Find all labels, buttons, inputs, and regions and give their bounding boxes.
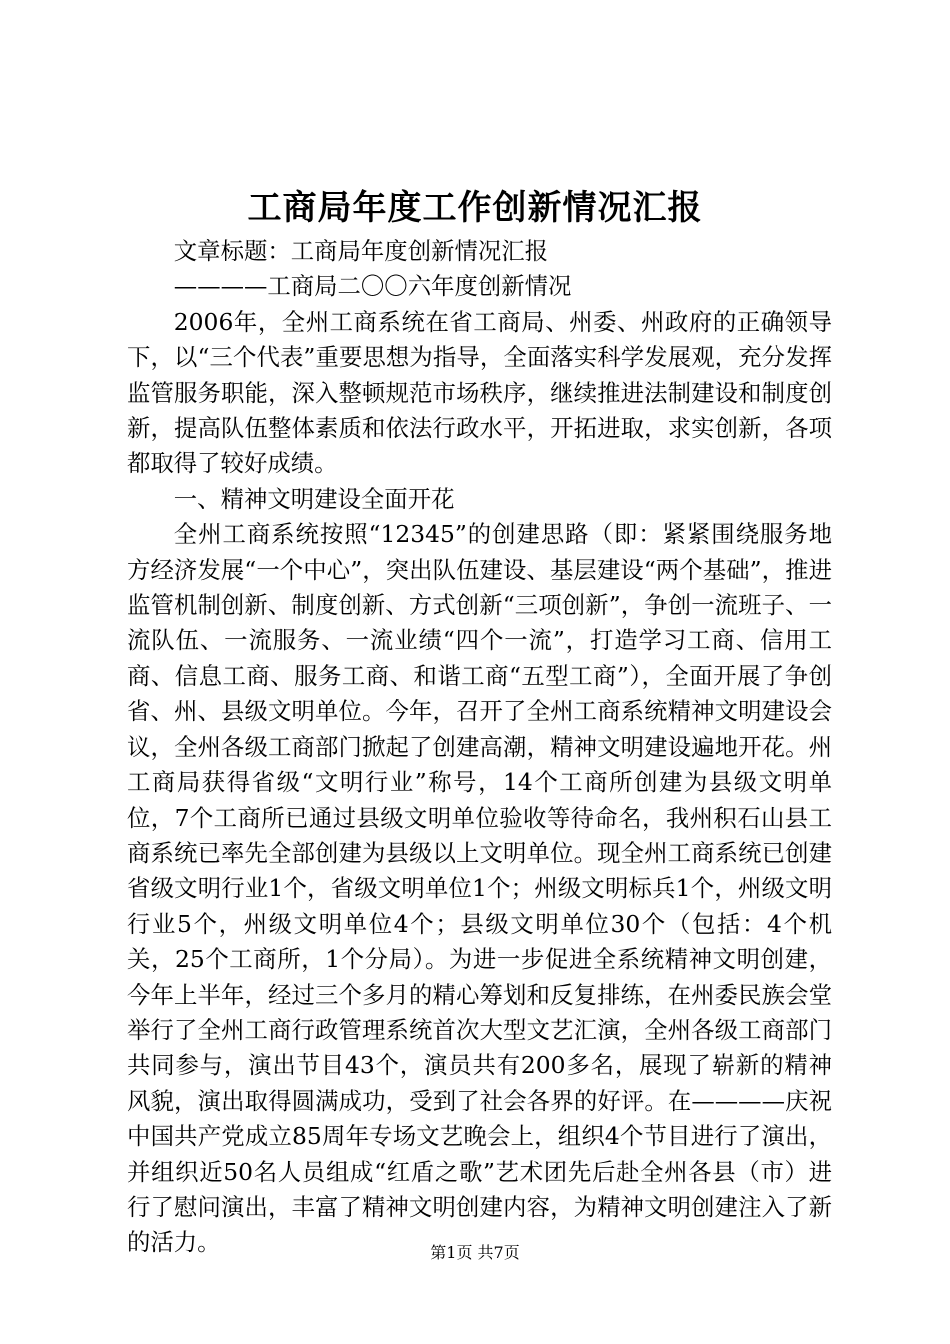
intro-paragraph: 2006年，全州工商系统在省工商局、州委、州政府的正确领导下，以“三个代表”重要思想为指导，全面落实科学发展观，充分发挥监管服务职能，深入整顿规范市场秩序，继续推进法制建设和制度创新，提高队伍整体素质和依法行政水平，开拓进取，求实创新，各项都取得了较好成绩。	[127, 307, 832, 478]
section-paragraph: 全州工商系统按照“12345”的创建思路（即：紧紧围绕服务地方经济发展“一个中心”，突出队伍建设、基层建设“两个基础”，推进监管机制创新、制度创新、方式创新“三项创新”，争创一流班子、一流队伍、一流服务、一流业绩“四个一流”，打造学习工商、信用工商、信息工商、服务工商、和谐工商“五型工商”），全面开展了争创省、州、县级文明单位。今年，召开了全州工商系统精神文明建设会议，全州各级工商部门掀起了创建高潮，精神文明建设遍地开花。州工商局获得省级“文明行业”称号，14个工商所创建为县级文明单位，7个工商所已通过县级文明单位验收等待命名，我州积石山县工商系统已率先全部创建为县级以上文明单位。现全州工商系统已创建省级文明行业1个，省级文明单位1个；州级文明标兵1个，州级文明行业5个，州级文明单位4个；县级文明单位30个（包括：4个机关，25个工商所，1个分局）。为进一步促进全系统精神文明创建，今年上半年，经过三个多月的精心筹划和反复排练，在州委民族会堂举行了全州工商行政管理系统首次大型文艺汇演，全州各级工商部门共同参与，演出节目43个，演员共有200多名，展现了崭新的精神风貌，演出取得圆满成功，受到了社会各界的好评。在————庆祝中国共产党成立85周年专场文艺晚会上，组织4个节目进行了演出，并组织近50名人员组成“红盾之歌”艺术团先后赴全州各县（市）进行了慰问演出，丰富了精神文明创建内容，为精神文明创建注入了新的活力。	[127, 520, 832, 1257]
section-heading: 一、精神文明建设全面开花	[173, 484, 455, 513]
article-title-line: 文章标题：工商局年度创新情况汇报	[173, 237, 549, 265]
subtitle-line: ————工商局二〇〇六年度创新情况	[173, 272, 572, 301]
page-footer: 第1页 共7页	[430, 1243, 520, 1262]
document-body	[127, 234, 832, 1261]
document-title: 工商局年度工作创新情况汇报	[247, 188, 703, 228]
